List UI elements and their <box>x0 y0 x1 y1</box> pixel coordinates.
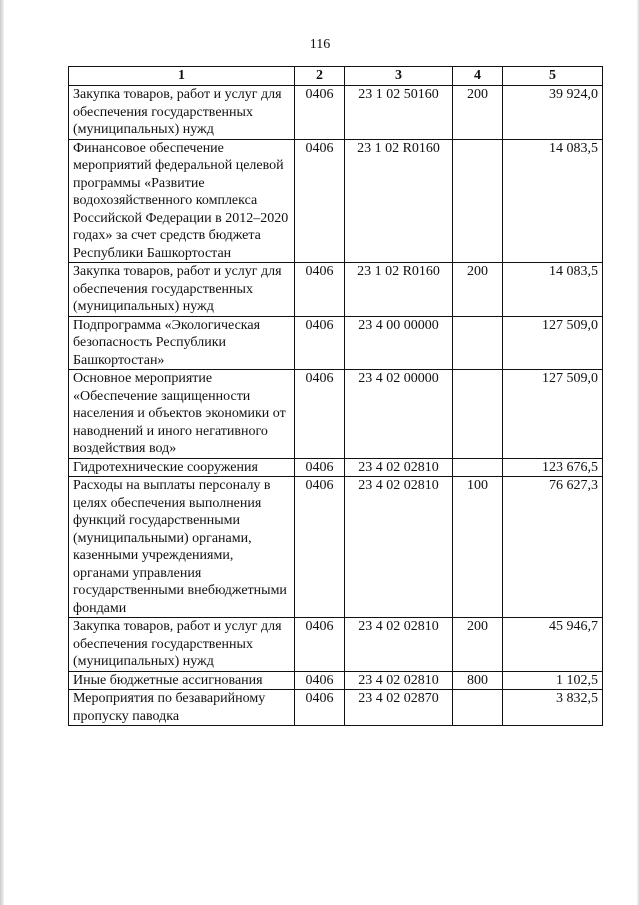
row-amount: 123 676,5 <box>503 458 603 477</box>
row-target-code: 23 1 02 R0160 <box>345 263 453 317</box>
row-section-code: 0406 <box>295 618 345 672</box>
column-header: 5 <box>503 67 603 86</box>
row-name: Гидротехнические сооружения <box>69 458 295 477</box>
row-name: Основное мероприятие «Обеспечение защищенности населения и объектов экономики от наводнений и иного негативного воздействия вод» <box>69 370 295 459</box>
row-target-code: 23 4 00 00000 <box>345 316 453 370</box>
row-amount: 127 509,0 <box>503 370 603 459</box>
row-expense-type: 200 <box>453 86 503 140</box>
row-section-code: 0406 <box>295 370 345 459</box>
row-section-code: 0406 <box>295 139 345 263</box>
row-section-code: 0406 <box>295 316 345 370</box>
row-name: Мероприятия по безаварийному пропуску паводка <box>69 690 295 726</box>
row-target-code: 23 4 02 02870 <box>345 690 453 726</box>
row-expense-type: 200 <box>453 263 503 317</box>
column-header: 3 <box>345 67 453 86</box>
row-target-code: 23 1 02 50160 <box>345 86 453 140</box>
table-row <box>69 477 603 618</box>
row-section-code: 0406 <box>295 477 345 618</box>
table-row <box>69 139 603 263</box>
budget-table <box>68 66 603 726</box>
row-target-code: 23 1 02 R0160 <box>345 139 453 263</box>
column-header: 1 <box>69 67 295 86</box>
row-expense-type <box>453 370 503 459</box>
row-section-code: 0406 <box>295 671 345 690</box>
table-row <box>69 618 603 672</box>
row-name: Закупка товаров, работ и услуг для обеспечения государственных (муниципальных) нужд <box>69 86 295 140</box>
row-expense-type <box>453 690 503 726</box>
row-name: Финансовое обеспечение мероприятий федеральной целевой программы «Развитие водохозяйственного комплекса Российской Федерации в 2012–2020 годах» за счет средств бюджета Республики Башкортостан <box>69 139 295 263</box>
table-row <box>69 316 603 370</box>
table-row <box>69 263 603 317</box>
row-name: Расходы на выплаты персоналу в целях обеспечения выполнения функций государственными (муниципальными) органами, казенными учреждениями, органами управления государственными внебюджетными фондами <box>69 477 295 618</box>
row-expense-type <box>453 316 503 370</box>
table-row <box>69 370 603 459</box>
row-amount: 3 832,5 <box>503 690 603 726</box>
row-section-code: 0406 <box>295 690 345 726</box>
row-section-code: 0406 <box>295 458 345 477</box>
row-amount: 39 924,0 <box>503 86 603 140</box>
row-amount: 45 946,7 <box>503 618 603 672</box>
row-target-code: 23 4 02 02810 <box>345 671 453 690</box>
table-row <box>69 690 603 726</box>
row-name: Закупка товаров, работ и услуг для обеспечения государственных (муниципальных) нужд <box>69 618 295 672</box>
column-header: 2 <box>295 67 345 86</box>
row-target-code: 23 4 02 02810 <box>345 458 453 477</box>
scan-edge-left <box>0 0 4 905</box>
row-expense-type: 200 <box>453 618 503 672</box>
row-amount: 76 627,3 <box>503 477 603 618</box>
row-expense-type: 800 <box>453 671 503 690</box>
row-expense-type <box>453 458 503 477</box>
row-expense-type: 100 <box>453 477 503 618</box>
table-row <box>69 86 603 140</box>
page-number: 116 <box>309 37 331 52</box>
row-amount: 127 509,0 <box>503 316 603 370</box>
row-name: Закупка товаров, работ и услуг для обеспечения государственных (муниципальных) нужд <box>69 263 295 317</box>
row-amount: 14 083,5 <box>503 263 603 317</box>
row-target-code: 23 4 02 00000 <box>345 370 453 459</box>
row-name: Иные бюджетные ассигнования <box>69 671 295 690</box>
row-target-code: 23 4 02 02810 <box>345 477 453 618</box>
table-row <box>69 458 603 477</box>
header-row <box>69 67 603 86</box>
row-section-code: 0406 <box>295 86 345 140</box>
row-expense-type <box>453 139 503 263</box>
column-header: 4 <box>453 67 503 86</box>
row-name: Подпрограмма «Экологическая безопасность Республики Башкортостан» <box>69 316 295 370</box>
row-section-code: 0406 <box>295 263 345 317</box>
row-amount: 1 102,5 <box>503 671 603 690</box>
row-amount: 14 083,5 <box>503 139 603 263</box>
row-target-code: 23 4 02 02810 <box>345 618 453 672</box>
table-row <box>69 671 603 690</box>
